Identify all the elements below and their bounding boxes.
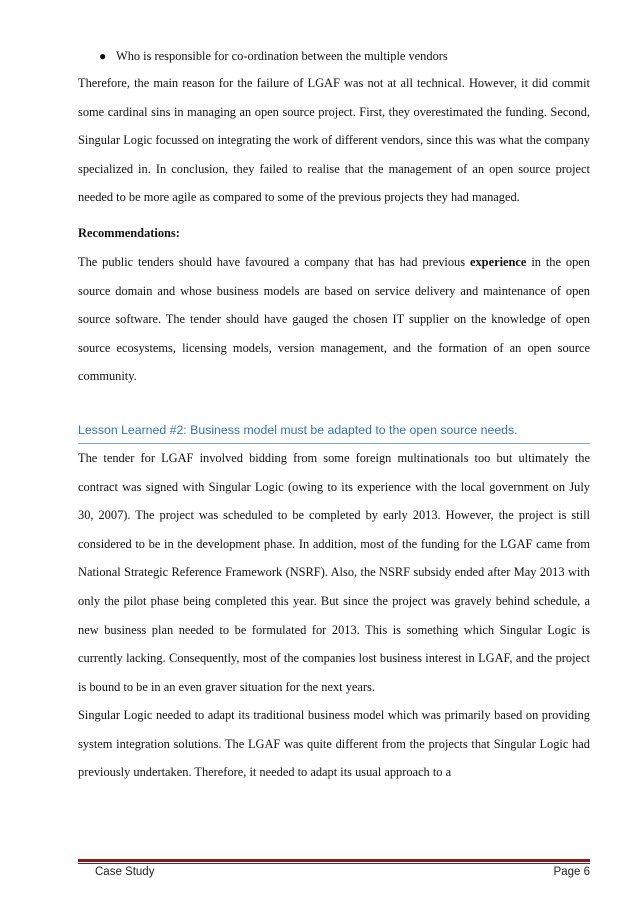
footer-page-number: Page 6 [553, 866, 590, 878]
rec-text-before: The public tenders should have favoured a company that has had previous [78, 254, 470, 269]
footer-left: Case Study [95, 866, 155, 878]
lesson-heading: Lesson Learned #2: Business model must be adapted to the open source needs. [78, 420, 590, 444]
bullet-text: Who is responsible for co-ordination between the multiple vendors [116, 49, 448, 63]
rec-text-after: in the open source domain and whose business models are based on service delivery and maintenance of open source software. The tender should have gauged the chosen IT supplier on the knowledge of open source ecosystems, licensing models, version management, and the formation of an open source community. [78, 254, 590, 384]
page-footer [95, 866, 590, 878]
recommendations-heading: Recommendations: [78, 225, 180, 240]
paragraph-business-model: Singular Logic needed to adapt its traditional business model which was primarily based on providing system integration solutions. The LGAF was quite different from the projects that Singular Logic had previously undertaken. Therefore, it needed to adapt its usual approach to a [78, 708, 590, 780]
page-content [78, 48, 590, 787]
paragraph-lesson: The tender for LGAF involved bidding from some foreign multinationals too but ultimately the contract was signed with Singular Logic (owing to its experience with the local government on July 30, 2007). The project was scheduled to be completed by early 2013. However, the project is still considered to be in the development phase. In addition, most of the funding for the LGAF came from National Strategic Reference Framework (NSRF). Also, the NSRF subsidy ended after May 2013 with only the pilot phase being completed this year. But since the project was gravely behind schedule, a new business plan needed to be formulated for 2013. This is something which Singular Logic is currently lacking. Consequently, most of the companies lost business interest in LGAF, and the project is bound to be in an even graver situation for the next years. [78, 450, 590, 694]
paragraph-recommendations [78, 248, 590, 391]
footer-rule-thin [78, 863, 590, 864]
bullet-dot-icon: ● [99, 49, 107, 63]
footer-rule-thick [78, 859, 590, 862]
bullet-item [78, 48, 590, 65]
paragraph-conclusion: Therefore, the main reason for the failure of LGAF was not at all technical. However, it did commit some cardinal sins in managing an open source project. First, they overestimated the funding. Second, Singular Logic focussed on integrating the work of different vendors, since this was what the company specialized in. In conclusion, they failed to realise that the management of an open source project needed to be more agile as compared to some of the previous projects they had managed. [78, 76, 590, 205]
rec-emphasis: experience [469, 254, 527, 269]
